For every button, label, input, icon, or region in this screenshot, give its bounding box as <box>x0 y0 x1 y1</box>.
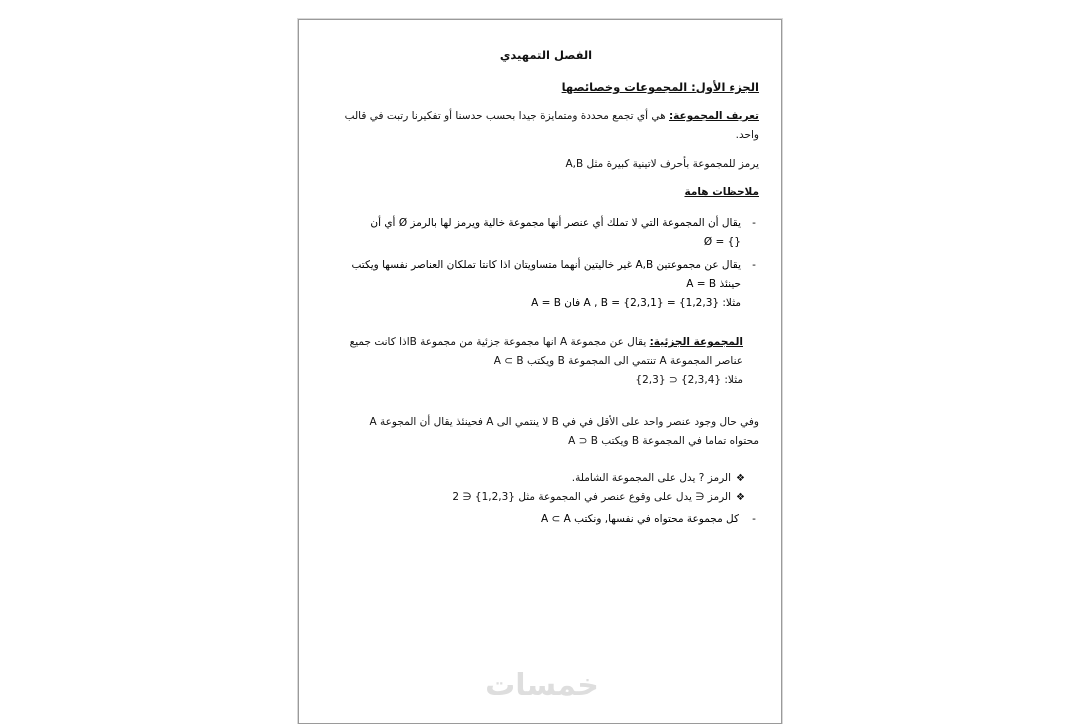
subset-line-1 <box>333 333 759 352</box>
note-2 <box>333 256 759 313</box>
bullet-item-1 <box>333 469 753 488</box>
note-2-example: مثلا: {1,2,3} = A , B = {2,3,1} فان A = B <box>531 297 741 309</box>
note-2-cont: حينئذ A = B <box>686 278 741 290</box>
subset-line-2: عناصر المجموعة A تنتمي الى المجموعة B ويكتب A ⊂ B <box>493 355 743 367</box>
dash-marker: - <box>752 513 756 525</box>
subset-paragraph <box>333 333 759 390</box>
note-2-text: يقال عن مجموعتين A,B غير خاليتين أنهما متساويتان اذا كانتا تملكان العناصر نفسها ويكتب <box>351 259 741 271</box>
diamond-icon: ❖ <box>736 492 745 503</box>
symbol-line: يرمز للمجموعة بأحرف لاتينية كبيرة مثل A,B <box>565 158 759 170</box>
definition-text: هي أي تجمع محددة ومتمايزة جيدا بحسب حدسنا أو تفكيرنا رتبت في قالب واحد. <box>344 110 759 141</box>
definition-label: تعريف المجموعة: <box>668 110 759 122</box>
note-1-formula: Ø = {} <box>703 236 741 248</box>
bullet-item-2 <box>333 488 753 507</box>
proper-subset-paragraph <box>333 413 759 451</box>
dash-marker: - <box>752 259 756 271</box>
bullet-1-text: الرمز ? يدل على المجموعة الشاملة. <box>571 472 732 484</box>
note-1 <box>333 214 759 252</box>
diamond-icon: ❖ <box>736 473 745 484</box>
part-title-text: الجزء الأول: المجموعات وخصائصها <box>561 80 759 94</box>
bullet-3-text: كل مجموعة محتواه في نفسها, ونكتب A ⊂ A <box>540 513 739 525</box>
proper-line-1: وفي حال وجود عنصر واحد على الأقل في في B لا ينتمي الى A فحينئذ يقال أن المجوعة A <box>369 416 759 428</box>
subset-label: المجموعة الجزئية: <box>649 336 743 348</box>
bullet-list <box>333 469 753 507</box>
proper-line-2: محتواه تماما في المجموعة B ويكتب A ⊃ B <box>568 435 759 447</box>
dash-marker: - <box>752 217 756 229</box>
definition-paragraph <box>333 107 759 145</box>
watermark-logo: خمسات <box>485 668 599 703</box>
bullet-item-3 <box>333 510 759 529</box>
chapter-title: الفصل التمهيدي <box>499 48 593 62</box>
subset-example: مثلا: {2,3,4} ⊂ {2,3} <box>635 374 743 386</box>
note-1-text: يقال أن المجموعة التي لا تملك أي عنصر أنها مجموعة خالية ويرمز لها بالرمز Ø أي أن <box>370 217 741 229</box>
notes-title: ملاحظات هامة <box>684 186 759 198</box>
part-title <box>333 78 759 97</box>
bullet-2-text: الرمز ∈ يدل على وقوع عنصر في المجموعة مثل {1,2,3} ∈ 2 <box>452 491 732 503</box>
subset-text: يقال عن مجموعة A انها مجموعة جزئية من مجموعة Bاذا كانت جميع <box>349 336 650 348</box>
